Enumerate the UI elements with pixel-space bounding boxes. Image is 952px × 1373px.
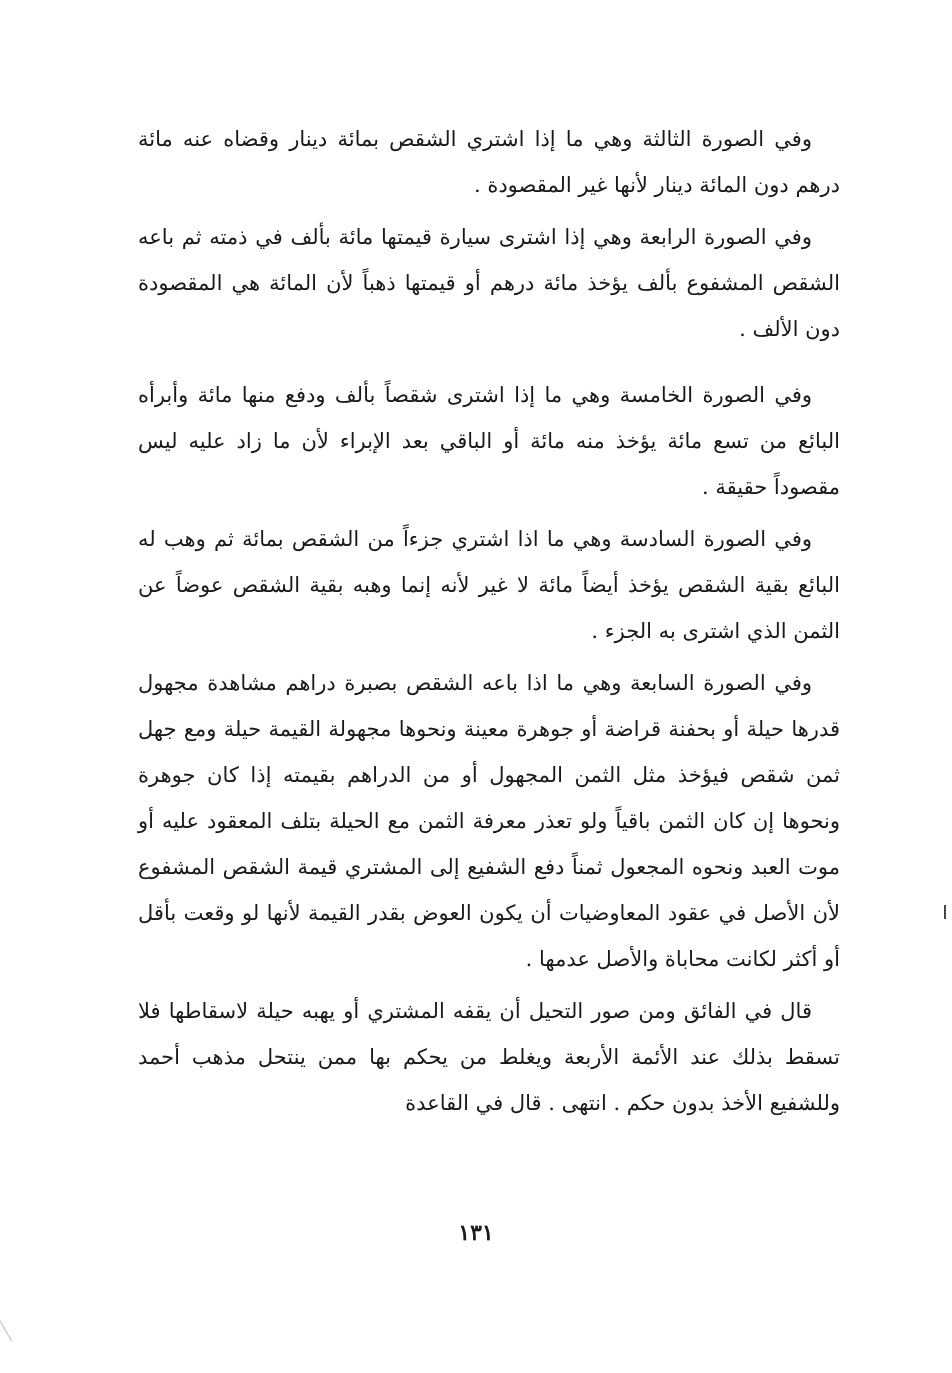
page-number: ١٣١: [458, 1220, 494, 1246]
paragraph-seventh-case: وفي الصورة السابعة وهي ما اذا باعه الشقص بصبرة دراهم مشاهدة مجهول قدرها حيلة أو بحفنة قراضة أو جوهرة معينة ونحوها مجهولة القيمة حيلة ومع جهل ثمن شقص فيؤخذ مثل الثمن المجهول أو من الدراهم بقيمته إذا كان جوهرة ونحوها إن كان الثمن باقياً ولو تعذر معرفة الثمن مع الحيلة بتلف المعقود عليه أو موت العبد ونحوه المجعول ثمناً دفع الشفيع إلى المشتري قيمة الشقص المشفوع لأن الأصل في عقود المعاوضيات أن يكون العوض بقدر القيمة لأنها لو وقعت بأقل أو أكثر لكانت محاباة والأصل عدمها .: [138, 671, 840, 971]
body-text: [138, 116, 840, 1132]
paragraph-sixth-case: وفي الصورة السادسة وهي ما اذا اشتري جزءاً من الشقص بمائة ثم وهب له البائع بقية الشقص يؤخذ أيضاً مائة لا غير لأنه إنما وهبه بقية الشقص عوضاً عن الثمن الذي اشترى به الجزء .: [138, 527, 840, 643]
paragraph-third-case: وفي الصورة الثالثة وهي ما إذا اشتري الشقص بمائة دينار وقضاه عنه مائة درهم دون المائة دينار لأنها غير المقصودة .: [138, 127, 840, 197]
paragraph-fourth-case: وفي الصورة الرابعة وهي إذا اشترى سيارة قيمتها مائة بألف في ذمته ثم باعه الشقص المشفوع بألف يؤخذ مائة درهم أو قيمتها ذهباً لأن المائة هي المقصودة دون الألف .: [138, 225, 840, 341]
paragraph-fifth-case: وفي الصورة الخامسة وهي ما إذا اشترى شقصاً بألف ودفع منها مائة وأبرأه البائع من تسع مائة يؤخذ منه مائة أو الباقي بعد الإبراء لأن ما زاد عليه ليس مقصوداً حقيقة .: [138, 383, 840, 499]
scan-corner-line: [0, 1320, 12, 1341]
paragraph-faiq-quote: قال في الفائق ومن صور التحيل أن يقفه المشتري أو يهبه حيلة لاسقاطها فلا تسقط بذلك عند الأئمة الأربعة ويغلط من يحكم بها ممن ينتحل مذهب أحمد وللشفيع الأخذ بدون حكم . انتهى . قال في القاعدة: [138, 999, 840, 1115]
margin-mark: [944, 905, 946, 919]
